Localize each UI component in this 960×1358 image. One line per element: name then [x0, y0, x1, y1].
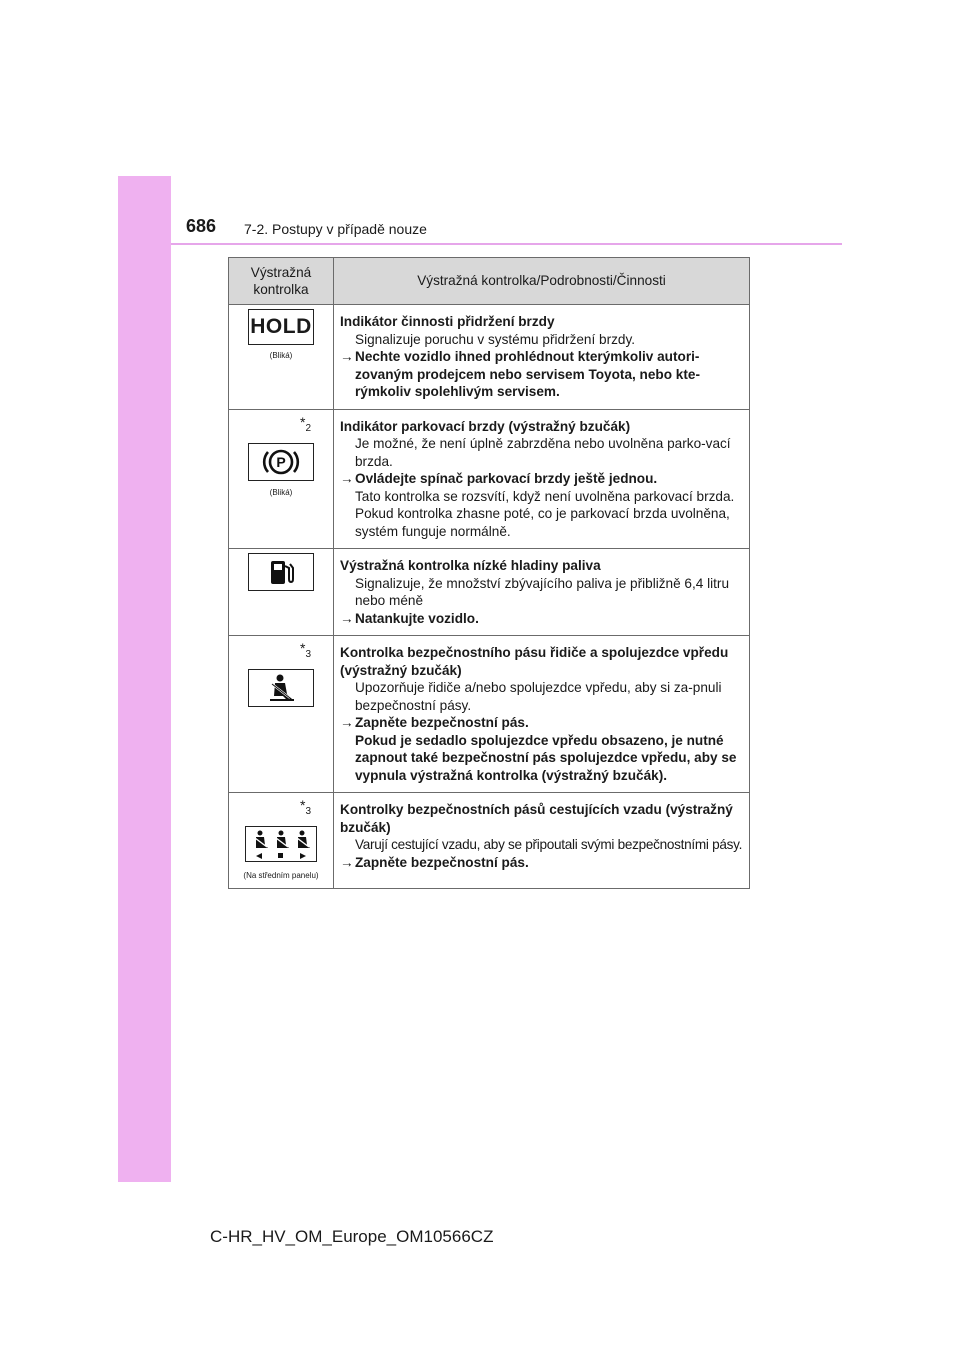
arrow-icon: →	[340, 471, 354, 486]
arrow-icon: →	[340, 854, 354, 870]
parking-brake-icon	[248, 443, 314, 481]
row-text: Je možné, že není úplně zabrzděna nebo uvolněna parko-vací brzda.	[355, 436, 731, 469]
icon-caption: (Bliká)	[269, 488, 293, 498]
row-text: Signalizuje, že množství zbývajícího paliva je přibližně 6,4 litru nebo méně	[355, 575, 730, 608]
description-cell	[334, 305, 750, 410]
icon-caption: (Na středním panelu)	[243, 870, 319, 880]
arrow-icon: →	[340, 715, 354, 730]
description-cell	[334, 409, 750, 549]
page-number: 686	[186, 216, 217, 236]
description-cell	[334, 793, 750, 889]
hold-icon: HOLD	[248, 309, 314, 345]
description-cell	[334, 636, 750, 793]
row-text: Upozorňuje řidiče a/nebo spolujezdce vpředu, aby si za-pnuli bezpečnostní pásy.	[355, 680, 722, 713]
row-action	[340, 854, 743, 872]
row-note: Pokud je sedadlo spolujezdce vpředu obsazeno, je nutné zapnout také bezpečnostní pás spolujezdce vpředu, aby se vypnula výstražná kontrolka (výstražný bzučák).	[355, 732, 737, 783]
row-action	[340, 714, 743, 732]
row-text: Varují cestující vzadu, aby se připoutali svými bezpečnostními pásy.	[355, 837, 743, 852]
icon-caption: (Bliká)	[269, 351, 293, 360]
icon-cell	[229, 793, 334, 889]
row-title: Výstražná kontrolka nízké hladiny paliva	[340, 558, 601, 573]
column-header-light: Výstražná kontrolka	[229, 258, 334, 305]
footnote-marker: $*_3$	[299, 797, 311, 817]
action-text: Zapněte bezpečnostní pás.	[355, 715, 529, 730]
seatbelt-icon	[248, 669, 314, 707]
icon-cell	[229, 549, 334, 636]
side-tab	[118, 176, 171, 1182]
arrow-icon: →	[340, 349, 354, 364]
row-title: Kontrolka bezpečnostního pásu řidiče a spolujezdce vpředu (výstražný bzučák)	[340, 645, 729, 678]
arrow-icon: →	[340, 610, 354, 626]
action-text: Natankujte vozidlo.	[355, 610, 479, 626]
action-text: Zapněte bezpečnostní pás.	[355, 854, 529, 870]
action-text: Ovládejte spínač parkovací brzdy ještě jednou.	[355, 471, 658, 486]
row-text: Signalizuje poruchu v systému přidržení brzdy.	[355, 331, 636, 347]
row-title: Indikátor parkovací brzdy (výstražný bzučák)	[340, 418, 631, 434]
fuel-icon	[248, 553, 314, 591]
icon-cell	[229, 305, 334, 410]
icon-cell	[229, 636, 334, 793]
description-cell	[334, 549, 750, 636]
table-row	[229, 305, 750, 410]
table-row	[229, 636, 750, 793]
row-title: Kontrolky bezpečnostních pásů cestujících vzadu (výstražný bzučák)	[340, 802, 733, 835]
rear-seatbelt-icon	[245, 826, 317, 862]
header-divider	[171, 243, 842, 245]
table-row	[229, 409, 750, 549]
table-row	[229, 549, 750, 636]
row-action	[340, 610, 743, 628]
action-text: Nechte vozidlo ihned prohlédnout kterýmkoliv autori-zovaným prodejcem nebo servisem Toyota, nebo kte-rýmkoliv spolehlivým servisem.	[355, 349, 700, 399]
svg-text:P: P	[276, 453, 286, 470]
row-action	[340, 348, 743, 401]
row-text-2: Tato kontrolka se rozsvítí, když není uvolněna parkovací brzda. Pokud kontrolka zhasne poté, co je parkovací brzda uvolněna, systém funguje normálně.	[355, 488, 735, 539]
table-row	[229, 793, 750, 889]
footnote-marker: $*_3$	[299, 640, 311, 660]
row-action	[340, 470, 743, 488]
row-title: Indikátor činnosti přidržení brzdy	[340, 314, 555, 329]
table-header-row	[229, 258, 750, 305]
footnote-marker: $*_2$	[299, 413, 311, 434]
document-code: C-HR_HV_OM_Europe_OM10566CZ	[210, 1227, 494, 1246]
icon-cell	[229, 409, 334, 549]
section-title: 7-2. Postupy v případě nouze	[244, 221, 427, 237]
warning-lights-table	[228, 257, 750, 889]
column-header-details: Výstražná kontrolka/Podrobnosti/Činnosti	[334, 258, 750, 305]
